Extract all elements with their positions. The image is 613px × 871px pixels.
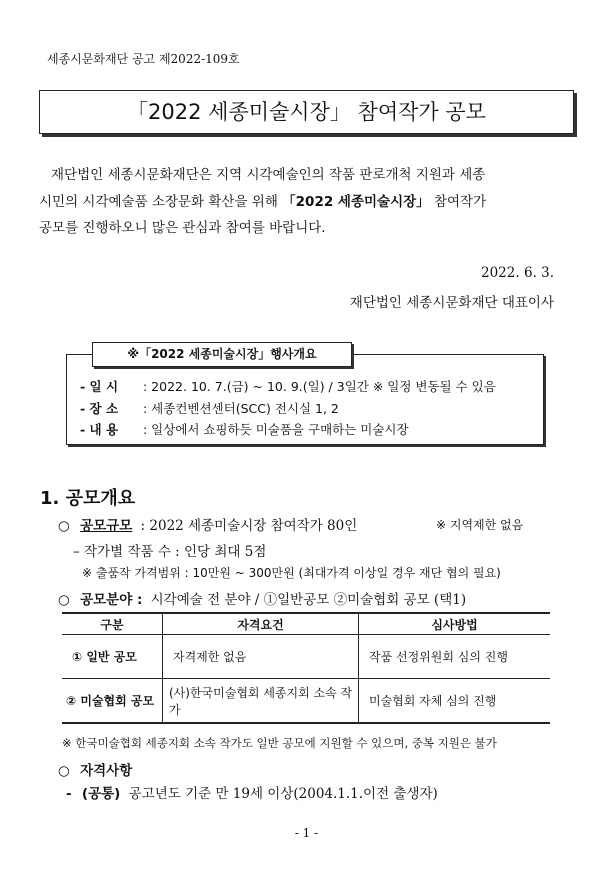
- table-header: 심사방법: [359, 613, 551, 635]
- scale-line: [58, 514, 357, 534]
- notice-number: 세종시문화재단 공고 제2022-109호: [47, 52, 240, 66]
- table-cell: ① 일반 공모: [62, 635, 163, 679]
- table-header: 자격요건: [163, 613, 359, 635]
- common-label: (공통): [81, 786, 121, 802]
- page-number: - 1 -: [294, 826, 319, 840]
- table-cell: 미술협회 자체 심의 진행: [359, 679, 551, 724]
- bullet-icon: ○: [58, 518, 70, 534]
- table-header: 구분: [62, 613, 163, 635]
- table-row: [62, 679, 550, 724]
- table-row: [62, 635, 550, 679]
- table-cell: 자격제한 없음: [163, 635, 359, 679]
- scale-label: 공모규모: [80, 518, 133, 534]
- intro-line-3: 공모를 진행하오니 많은 관심과 참여를 바랍니다.: [39, 220, 326, 236]
- bullet-icon: ○: [58, 763, 70, 779]
- works-line: – 작가별 작품 수 : 인당 최대 5점: [73, 544, 267, 560]
- dash-icon: -: [66, 786, 72, 802]
- notice-date: 2022. 6. 3.: [481, 265, 554, 281]
- field-value: 시각예술 전 분야 / ①일반공모 ②미술협회 공모 (택1): [150, 592, 467, 608]
- overview-title: ※「2022 세종미술시장」행사개요: [127, 347, 317, 361]
- review-table: [62, 612, 550, 724]
- field-line: [58, 588, 466, 608]
- overview-row-content: [80, 420, 409, 438]
- bullet-icon: ○: [58, 592, 70, 608]
- overview-value: : 일상에서 쇼핑하듯 미술품을 구매하는 미술시장: [143, 422, 409, 437]
- qualification-label: 자격사항: [80, 763, 133, 779]
- qualification-line: [58, 759, 132, 779]
- field-label: 공모분야 :: [80, 592, 143, 608]
- table-cell: ② 미술협회 공모: [62, 679, 163, 724]
- intro-line-2-prefix: 시민의 시각예술품 소장문화 확산을 위해: [39, 194, 283, 210]
- intro-line-2-suffix: 참여작가: [429, 194, 487, 210]
- overview-value: : 2022. 10. 7.(금) ~ 10. 9.(일) / 3일간 ※ 일정 변동될 수 있음: [143, 379, 496, 394]
- intro-line-1: 재단법인 세종시문화재단은 지역 시각예술인의 작품 판로개척 지원과 세종: [51, 167, 486, 183]
- overview-title-box: [92, 342, 352, 367]
- overview-row-schedule: [80, 377, 496, 395]
- overview-value: : 세종컨벤션센터(SCC) 전시실 1, 2: [143, 401, 339, 416]
- scale-value: : 2022 세종미술시장 참여작가 80인: [140, 518, 358, 534]
- title-box: [39, 90, 574, 134]
- table-header-row: [62, 613, 550, 635]
- common-value: 공고년도 기준 만 19세 이상(2004.1.1.이전 출생자): [128, 786, 438, 802]
- table-cell: (사)한국미술협회 세종지회 소속 작가: [163, 679, 359, 724]
- notice-sender: 재단법인 세종시문화재단 대표이사: [349, 295, 554, 311]
- overview-label: - 장 소: [80, 401, 119, 416]
- scale-note: ※ 지역제한 없음: [436, 518, 524, 532]
- table-note: ※ 한국미술협회 세종지회 소속 작가도 일반 공모에 지원할 수 있으며, 중복 지원은 불가: [62, 736, 497, 750]
- overview-label: - 내 용: [80, 422, 119, 437]
- section-heading: 1. 공모개요: [40, 488, 136, 509]
- intro-event-name: 「2022 세종미술시장」: [282, 194, 430, 210]
- overview-label: - 일 시: [80, 379, 119, 394]
- table-cell: 작품 선정위원회 심의 진행: [359, 635, 551, 679]
- common-line: [66, 782, 438, 802]
- price-note: ※ 출품작 가격범위 : 10만원 ~ 300만원 (최대가격 이상일 경우 재단 협의 필요): [82, 566, 501, 580]
- intro-line-2: [39, 190, 486, 210]
- overview-row-venue: [80, 399, 339, 417]
- page-title: 「2022 세종미술시장」 참여작가 공모: [127, 100, 486, 124]
